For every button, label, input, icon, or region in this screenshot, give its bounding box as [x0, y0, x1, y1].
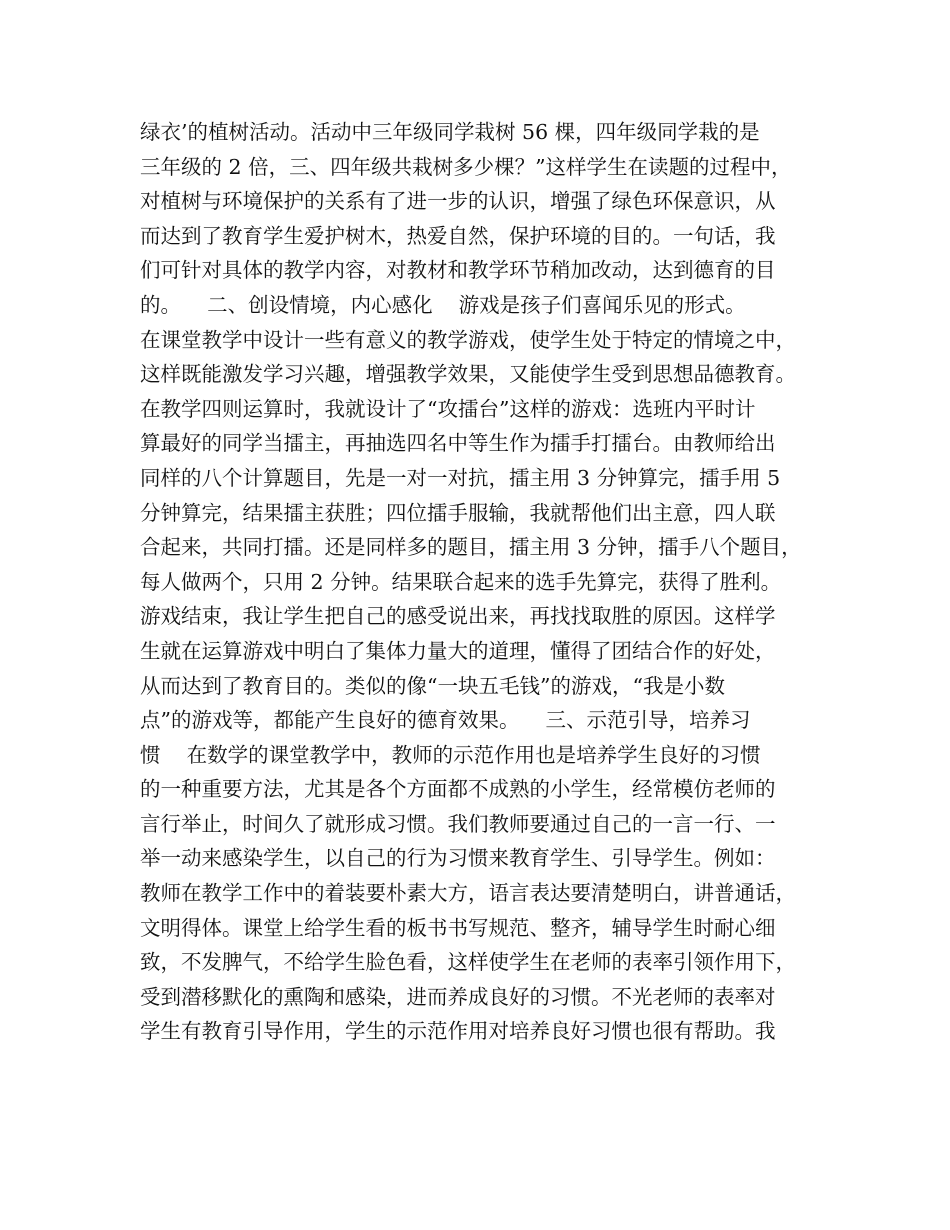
text-line: 言行举止，时间久了就形成习惯。我们教师要通过自己的一言一行、一 [140, 811, 776, 836]
text-line: 文明得体。课堂上给学生看的板书书写规范、整齐，辅导学生时耐心细 [140, 915, 776, 940]
text-line: 举一动来感染学生，以自己的行为习惯来教育学生、引导学生。例如： [140, 846, 776, 871]
text-line: 生就在运算游戏中明白了集体力量大的道理，懂得了团结合作的好处， [140, 638, 776, 663]
text-line: 从而达到了教育目的。类似的像“一块五毛钱”的游戏，“我是小数 [140, 673, 725, 698]
text-line: 这样既能激发学习兴趣，增强教学效果，又能使学生受到思想品德教育。 [140, 362, 796, 387]
text-line: 绿衣’的植树活动。活动中三年级同学栽树 56 棵，四年级同学栽的是 [140, 120, 760, 144]
text-line: 的一种重要方法，尤其是各个方面都不成熟的小学生，经常模仿老师的 [140, 777, 776, 802]
text-line: 在教学四则运算时，我就设计了“攻擂台”这样的游戏：选班内平时计 [140, 396, 756, 421]
text-line: 三年级的 2 倍，三、四年级共栽树多少棵？”这样学生在读题的过程中， [140, 154, 792, 179]
text-line: 惯 在数学的课堂教学中，教师的示范作用也是培养学生良好的习惯 [140, 742, 761, 767]
text-line: 同样的八个计算题目，先是一对一对抗，擂主用 3 分钟算完，擂手用 5 [140, 465, 781, 490]
text-line: 们可针对具体的教学内容，对教材和教学环节稍加改动，达到德育的目 [140, 258, 776, 283]
text-line: 受到潜移默化的熏陶和感染，进而养成良好的习惯。不光老师的表率对 [140, 984, 776, 1009]
text-line: 每人做两个，只用 2 分钟。结果联合起来的选手先算完，获得了胜利。 [140, 569, 782, 594]
text-line: 学生有教育引导作用，学生的示范作用对培养良好习惯也很有帮助。我 [140, 1019, 776, 1044]
text-line: 教师在教学工作中的着装要朴素大方，语言表达要清楚明白，讲普通话， [140, 881, 796, 906]
text-line: 的。 二、创设情境，内心感化 游戏是孩子们喜闻乐见的形式。 [140, 292, 746, 317]
text-line: 致，不发脾气，不给学生脸色看，这样使学生在老师的表率引领作用下， [140, 950, 796, 975]
text-line: 点”的游戏等，都能产生良好的德育效果。 三、示范引导，培养习 [140, 708, 751, 733]
text-line: 算最好的同学当擂主，再抽选四名中等生作为擂手打擂台。由教师给出 [140, 431, 776, 456]
text-line: 游戏结束，我让学生把自己的感受说出来，再找找取胜的原因。这样学 [140, 604, 776, 629]
text-line: 对植树与环境保护的关系有了进一步的认识，增强了绿色环保意识，从 [140, 189, 776, 214]
text-line: 而达到了教育学生爱护树木，热爱自然，保护环境的目的。一句话，我 [140, 223, 776, 248]
text-line: 在课堂教学中设计一些有意义的教学游戏，使学生处于特定的情境之中， [140, 327, 796, 352]
text-line: 分钟算完，结果擂主获胜；四位擂手服输，我就帮他们出主意，四人联 [140, 500, 776, 525]
text-line: 合起来，共同打擂。还是同样多的题目，擂主用 3 分钟，擂手八个题目， [140, 535, 802, 560]
body-text [140, 115, 830, 1049]
